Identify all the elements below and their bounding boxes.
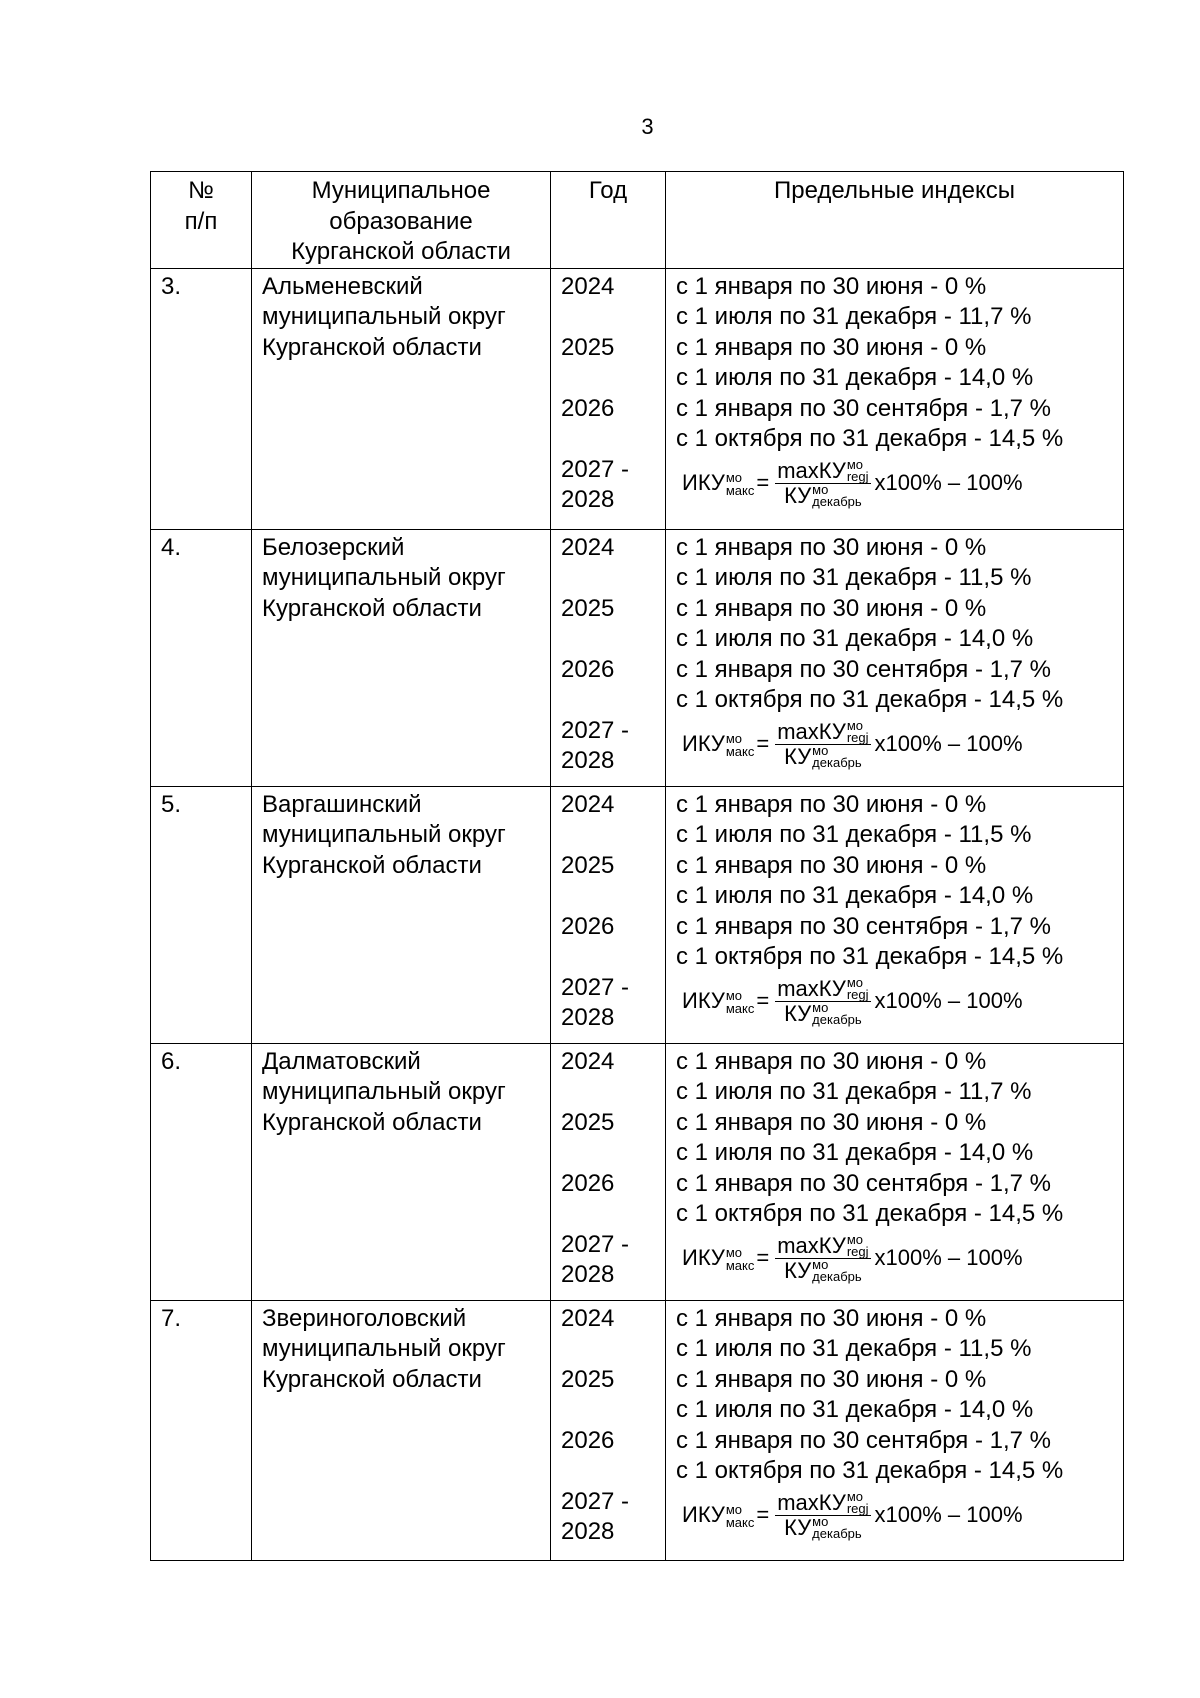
year-value: 2024: [561, 1047, 615, 1075]
index-line: с 1 июля по 31 декабря - 14,0 %: [676, 882, 1034, 909]
index-line: с 1 июля по 31 декабря - 11,5 %: [676, 1335, 1032, 1362]
year-value: 2026: [561, 1169, 615, 1197]
indices-table: [150, 171, 1124, 1561]
index-line: с 1 июля по 31 декабря - 11,5 %: [676, 821, 1032, 848]
index-line: с 1 января по 30 июня - 0 %: [676, 1304, 987, 1332]
row-number: 6.: [151, 1043, 252, 1300]
year-value: 2024: [561, 790, 615, 818]
year-value: 2026: [561, 655, 615, 683]
row-indices: [666, 268, 1124, 529]
index-formula: ИКУ мо макс = maxКУ мо regj КУ мо декабрь х100% – 100%: [682, 1232, 1023, 1284]
index-line: с 1 октября по 31 декабря - 14,5 %: [676, 943, 1064, 970]
table-row: [151, 529, 1124, 786]
table-row: [151, 786, 1124, 1043]
index-line: с 1 июля по 31 декабря - 14,0 %: [676, 1396, 1034, 1423]
header-indices: Предельные индексы: [666, 172, 1124, 269]
index-line: с 1 июля по 31 декабря - 14,0 %: [676, 1139, 1034, 1166]
index-line: с 1 января по 30 июня - 0 %: [676, 1365, 987, 1393]
year-value: 2026: [561, 394, 615, 422]
row-municipality: Альменевский муниципальный округ Курганской области: [252, 268, 551, 529]
table-row: [151, 1043, 1124, 1300]
index-line: с 1 января по 30 сентября - 1,7 %: [676, 912, 1051, 940]
index-formula: ИКУ мо макс = maxКУ мо regj КУ мо декабрь х100% – 100%: [682, 975, 1023, 1027]
year-value: 2026: [561, 912, 615, 940]
year-value: 2027 -: [561, 716, 630, 744]
header-num: № п/п: [151, 172, 252, 269]
index-line: с 1 октября по 31 декабря - 14,5 %: [676, 1457, 1064, 1484]
index-line: с 1 января по 30 июня - 0 %: [676, 1047, 987, 1075]
index-line: с 1 октября по 31 декабря - 14,5 %: [676, 1200, 1064, 1227]
header-year: Год: [551, 172, 666, 269]
index-formula: ИКУ мо макс = maxКУ мо regj КУ мо декабрь х100% – 100%: [682, 1489, 1023, 1541]
index-line: с 1 октября по 31 декабря - 14,5 %: [676, 425, 1064, 452]
year-value: 2027 -: [561, 1487, 630, 1515]
index-line: с 1 января по 30 июня - 0 %: [676, 1108, 987, 1136]
row-indices: [666, 1300, 1124, 1560]
index-line: с 1 января по 30 сентября - 1,7 %: [676, 655, 1051, 683]
index-line: с 1 июля по 31 декабря - 14,0 %: [676, 625, 1034, 652]
year-value: 2024: [561, 272, 615, 300]
row-years: [551, 268, 666, 529]
year-value: 2025: [561, 333, 615, 361]
index-line: с 1 июля по 31 декабря - 14,0 %: [676, 364, 1034, 391]
index-line: с 1 января по 30 сентября - 1,7 %: [676, 394, 1051, 422]
table-header-row: [151, 172, 1124, 269]
year-value: 2028: [561, 1004, 615, 1031]
year-value: 2025: [561, 594, 615, 622]
year-value: 2027 -: [561, 455, 630, 483]
year-value: 2025: [561, 851, 615, 879]
index-line: с 1 октября по 31 декабря - 14,5 %: [676, 686, 1064, 713]
row-indices: [666, 529, 1124, 786]
row-years: [551, 1043, 666, 1300]
row-years: [551, 529, 666, 786]
index-line: с 1 января по 30 июня - 0 %: [676, 333, 987, 361]
row-indices: [666, 1043, 1124, 1300]
row-number: 5.: [151, 786, 252, 1043]
index-line: с 1 июля по 31 декабря - 11,5 %: [676, 564, 1032, 591]
row-number: 7.: [151, 1300, 252, 1560]
index-formula: ИКУ мо макс = maxКУ мо regj КУ мо декабрь х100% – 100%: [682, 457, 1023, 509]
index-line: с 1 января по 30 июня - 0 %: [676, 272, 987, 300]
header-municipality: Муниципальное образование Курганской области: [252, 172, 551, 269]
index-line: с 1 июля по 31 декабря - 11,7 %: [676, 1078, 1032, 1105]
row-municipality: Белозерский муниципальный округ Курганской области: [252, 529, 551, 786]
index-line: с 1 января по 30 сентября - 1,7 %: [676, 1426, 1051, 1454]
row-municipality: Далматовский муниципальный округ Курганской области: [252, 1043, 551, 1300]
row-number: 3.: [151, 268, 252, 529]
index-line: с 1 января по 30 июня - 0 %: [676, 594, 987, 622]
year-value: 2027 -: [561, 973, 630, 1001]
year-value: 2028: [561, 486, 615, 513]
year-value: 2027 -: [561, 1230, 630, 1258]
index-line: с 1 января по 30 июня - 0 %: [676, 851, 987, 879]
year-value: 2024: [561, 1304, 615, 1332]
table-row: [151, 268, 1124, 529]
row-municipality: Варгашинский муниципальный округ Курганской области: [252, 786, 551, 1043]
year-value: 2024: [561, 533, 615, 561]
year-value: 2028: [561, 1518, 615, 1545]
year-value: 2025: [561, 1365, 615, 1393]
row-years: [551, 786, 666, 1043]
index-line: с 1 июля по 31 декабря - 11,7 %: [676, 303, 1032, 330]
year-value: 2026: [561, 1426, 615, 1454]
page-number: 3: [641, 114, 654, 139]
year-value: 2028: [561, 747, 615, 774]
row-municipality: Звериноголовский муниципальный округ Курганской области: [252, 1300, 551, 1560]
row-indices: [666, 786, 1124, 1043]
index-line: с 1 января по 30 сентября - 1,7 %: [676, 1169, 1051, 1197]
table-body: [151, 268, 1124, 1560]
year-value: 2028: [561, 1261, 615, 1288]
row-years: [551, 1300, 666, 1560]
table-row: [151, 1300, 1124, 1560]
index-line: с 1 января по 30 июня - 0 %: [676, 533, 987, 561]
row-number: 4.: [151, 529, 252, 786]
year-value: 2025: [561, 1108, 615, 1136]
index-formula: ИКУ мо макс = maxКУ мо regj КУ мо декабрь х100% – 100%: [682, 718, 1023, 770]
index-line: с 1 января по 30 июня - 0 %: [676, 790, 987, 818]
